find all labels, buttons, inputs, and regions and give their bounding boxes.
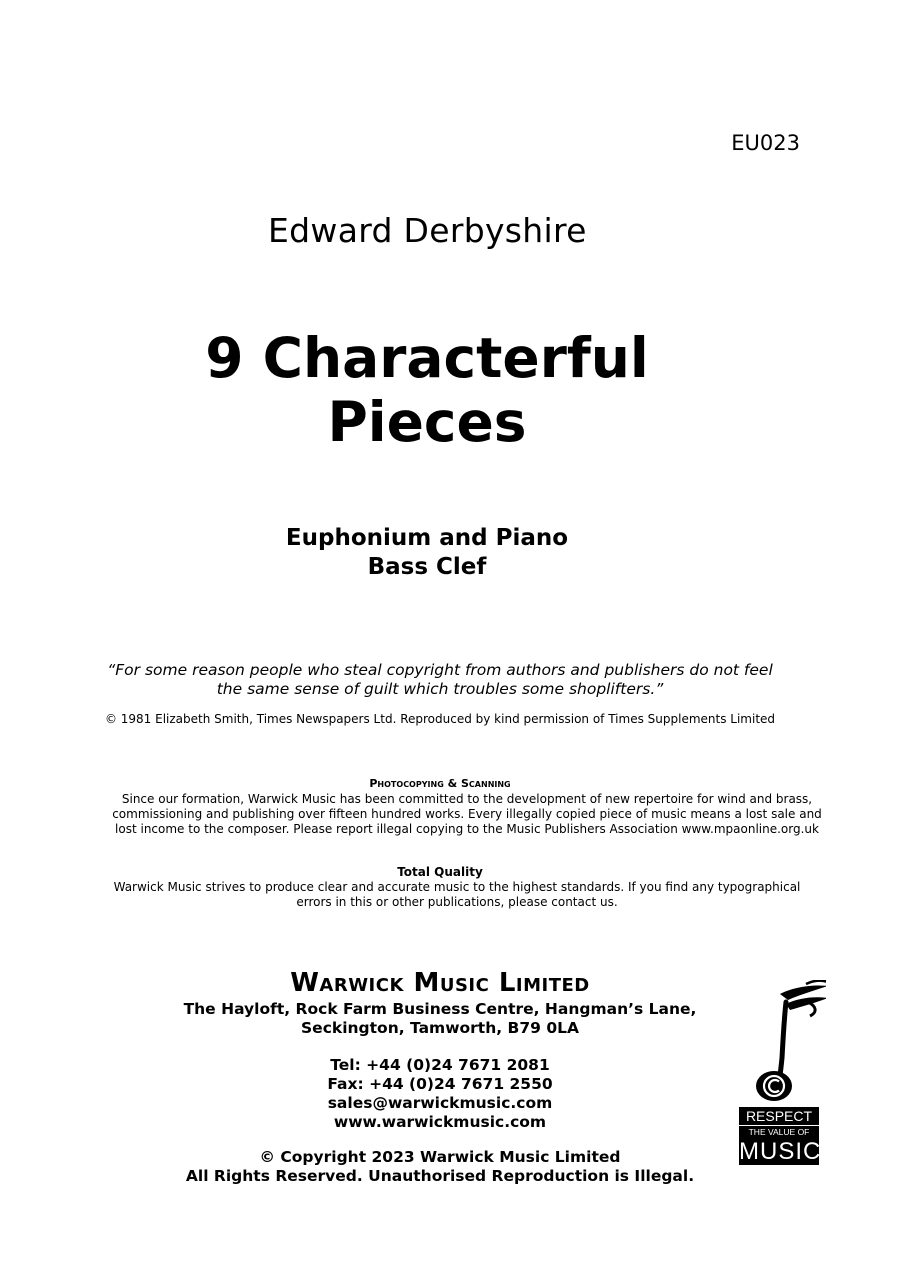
work-title-line-2: Pieces xyxy=(327,390,527,454)
address-line-2: Seckington, Tamworth, B79 0LA xyxy=(301,1019,579,1037)
instrumentation xyxy=(0,524,854,582)
quote-line-1: “For some reason people who steal copyright from authors and publishers do not feel xyxy=(107,661,773,679)
publisher-email: sales@warwickmusic.com xyxy=(327,1094,553,1112)
quote-line-2: the same sense of guilt which troubles some shoplifters.” xyxy=(216,680,664,698)
total-quality-line-2: errors in this or other publications, please contact us. xyxy=(296,895,618,909)
total-quality-line-1: Warwick Music strives to produce clear and accurate music to the highest standards. If you find any typographical xyxy=(113,880,801,894)
total-quality-heading: Total Quality xyxy=(397,865,483,879)
composer-name: Edward Derbyshire xyxy=(268,211,587,250)
copyright-line-2: All Rights Reserved. Unauthorised Reproduction is Illegal. xyxy=(185,1167,695,1185)
publisher-website: www.warwickmusic.com xyxy=(333,1113,547,1131)
logo-music-text: MUSIC: xyxy=(739,1138,829,1165)
instrumentation-line-1: Euphonium and Piano xyxy=(285,525,569,551)
copyright-quote xyxy=(0,661,880,699)
logo-the-value-of-text: THE VALUE OF xyxy=(739,1126,819,1139)
publisher-phone: Tel: +44 (0)24 7671 2081 xyxy=(330,1056,550,1074)
photocopying-heading: Photocopying & Scanning xyxy=(369,777,511,790)
respect-the-value-of-music-logo xyxy=(736,980,829,1168)
work-title-line-1: 9 Characterful xyxy=(205,326,649,390)
publisher-name: Warwick Music Limited xyxy=(290,968,590,998)
address-line-1: The Hayloft, Rock Farm Business Centre, Hangman’s Lane, xyxy=(183,1000,697,1018)
photocopying-text xyxy=(0,792,900,837)
copyright-note-icon xyxy=(736,980,826,1108)
photocopying-line-1: Since our formation, Warwick Music has been committed to the development of new repertoire for wind and brass, xyxy=(121,792,813,806)
catalog-number: EU023 xyxy=(731,131,800,155)
total-quality-text xyxy=(0,880,900,910)
publisher-fax: Fax: +44 (0)24 7671 2550 xyxy=(327,1075,553,1093)
work-title xyxy=(0,326,854,454)
copyright-line-1: © Copyright 2023 Warwick Music Limited xyxy=(259,1148,621,1166)
logo-respect-text: RESPECT xyxy=(739,1107,819,1126)
photocopying-line-3: lost income to the composer. Please report illegal copying to the Music Publishers Association www.mpaonline.org.uk xyxy=(115,822,819,836)
photocopying-line-2: commissioning and publishing over fifteen hundred works. Every illegally copied piece of music means a lost sale and xyxy=(112,807,822,821)
quote-credit: © 1981 Elizabeth Smith, Times Newspapers Ltd. Reproduced by kind permission of Times Supplements Limited xyxy=(104,712,776,726)
instrumentation-line-2: Bass Clef xyxy=(367,554,487,580)
